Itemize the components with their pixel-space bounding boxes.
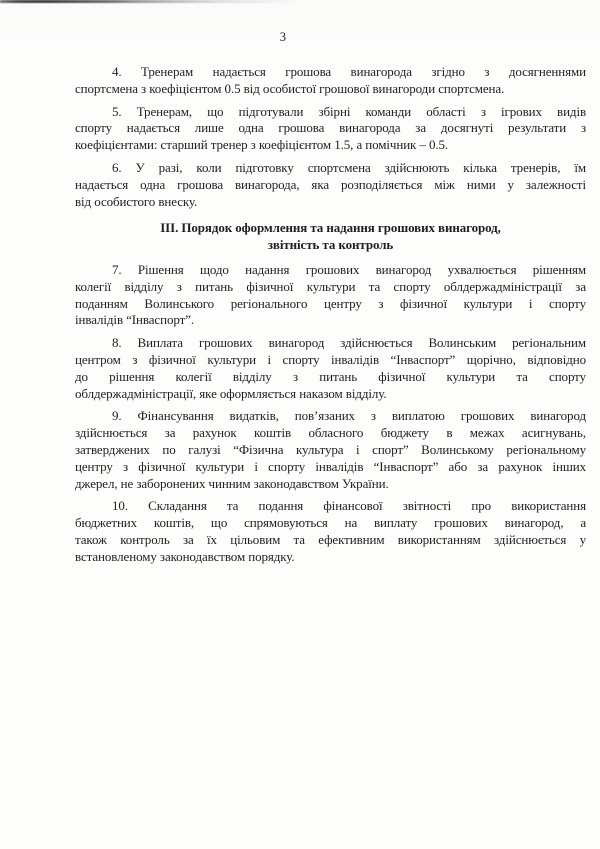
text-line: 5. Тренерам, що підготували збірні команди області з ігрових видів — [112, 103, 586, 119]
text-line: від особистого внеску. — [75, 193, 198, 209]
paragraph — [75, 160, 586, 210]
text-line: інвалідів “Інваспорт”. — [75, 312, 194, 328]
text-line: облдержадміністрації, яке оформляється наказом відділу. — [75, 385, 387, 401]
paragraph — [75, 335, 586, 402]
scan-artifact-top-edge — [0, 0, 300, 3]
section-heading — [75, 220, 586, 254]
text-line: 7. Рішення щодо надання грошових винагород ухвалюється рішенням — [112, 261, 586, 277]
text-line: надається одна грошова винагорода, яка розподіляється між ними у залежності — [75, 176, 586, 192]
document-body — [75, 64, 586, 572]
text-line: встановленому законодавством порядку. — [75, 548, 295, 564]
text-line: 6. У разі, коли підготовку спортсмена здійснюють кілька тренерів, їм — [112, 159, 586, 175]
paragraph — [75, 262, 586, 329]
paragraph — [75, 498, 586, 565]
text-line: центром з фізичної культури і спорту інвалідів “Інваспорт” щорічно, відповідно — [75, 351, 586, 367]
page-number: 3 — [279, 30, 287, 44]
paragraph — [75, 408, 586, 492]
paragraph — [75, 104, 586, 154]
text-line: центру з фізичної культури і спорту інвалідів “Інваспорт” або за рахунок інших — [75, 458, 586, 474]
text-line: поданням Волинського регіонального центру з фізичної культури і спорту — [75, 295, 586, 311]
text-line: спорту надається лише одна грошова винагорода за досягнуті результати з — [75, 120, 586, 136]
heading-line: ІІІ. Порядок оформлення та надання грошових винагород, — [160, 220, 501, 236]
text-line: до рішення колегії відділу з питань фізичної культури та спорту — [75, 368, 586, 384]
text-line: бюджетних коштів, що спрямовуються на виплату грошових винагород, а — [75, 515, 586, 531]
text-line: коефіцієнтами: старший тренер з коефіцієнтом 1.5, а помічник – 0.5. — [75, 137, 449, 153]
text-line: також контроль за їх цільовим та ефективним використанням здійснюється у — [75, 531, 586, 547]
text-line: здійснюється за рахунок коштів обласного бюджету в межах асигнувань, — [75, 425, 586, 441]
text-line: затверджених по галузі “Фізична культура і спорт” Волинському регіональному — [75, 441, 586, 457]
text-line: колегії відділу з питань фізичної культури та спорту облдержадміністрації за — [75, 278, 586, 294]
text-line: 8. Виплата грошових винагород здійснюється Волинським регіональним — [112, 335, 586, 351]
text-line: 10. Складання та подання фінансової звітності про використання — [112, 498, 586, 514]
text-line: 9. Фінансування видатків, пов’язаних з виплатою грошових винагород — [112, 408, 586, 424]
paragraph — [75, 64, 586, 98]
text-line: 4. Тренерам надається грошова винагорода згідно з досягненнями — [112, 64, 586, 79]
text-line: спортсмена з коефіцієнтом 0.5 від особистої грошової винагороди спортсмена. — [75, 80, 505, 96]
heading-line: звітність та контроль — [267, 237, 394, 253]
text-line: джерел, не заборонених чинним законодавством України. — [75, 475, 389, 491]
